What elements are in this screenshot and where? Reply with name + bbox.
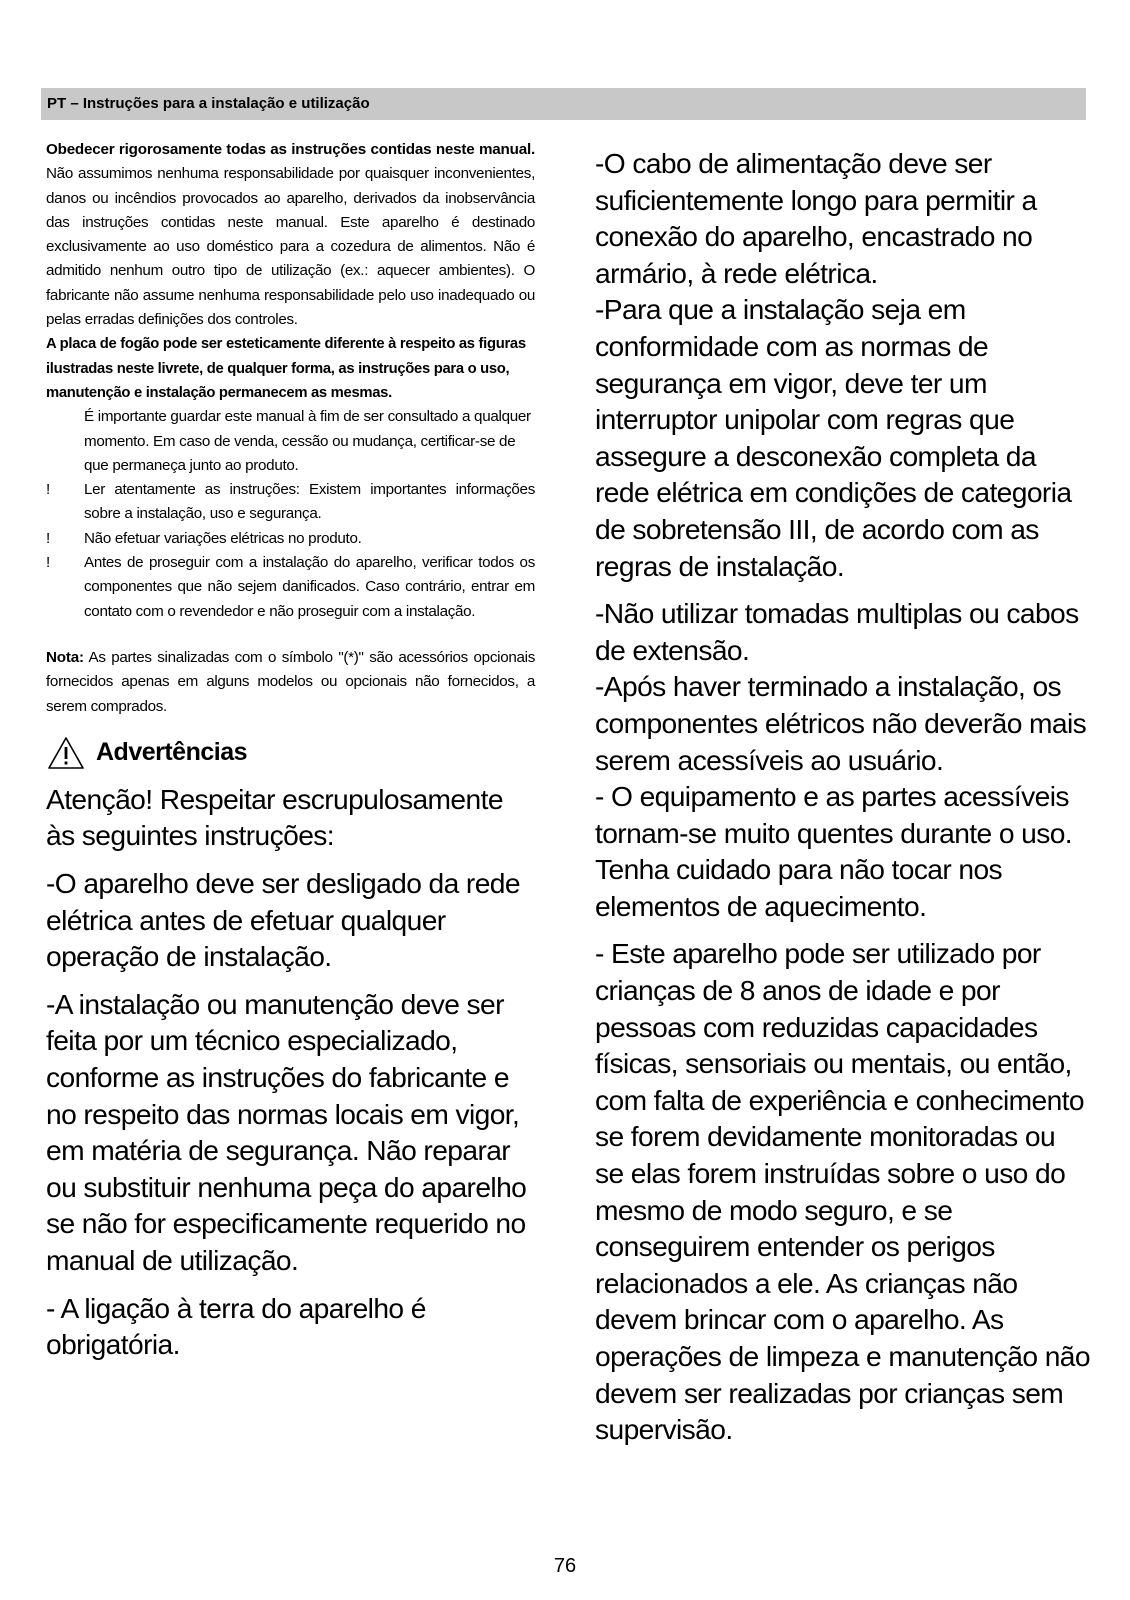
warnings-title: Advertências <box>96 738 248 767</box>
warning-intro: Atenção! Respeitar escrupulosamente às seguintes instruções: <box>46 782 503 852</box>
left-column <box>46 138 535 1363</box>
list-item <box>46 478 535 527</box>
exclamation-mark: ! <box>46 481 50 499</box>
important-notice: É importante guardar este manual à fim de ser consultado a qualquer momento. Em caso de venda, cessão ou mudança, certificar-se de que permaneça junto ao produto. <box>84 408 531 474</box>
exclamation-mark: ! <box>46 554 50 572</box>
warning-item: -Após haver terminado a instalação, os componentes elétricos não deverão mais serem acessíveis ao usuário. <box>595 670 1087 776</box>
list-item <box>46 551 535 624</box>
bullet-text: Ler atentamente as instruções: Existem importantes informações sobre a instalação, uso e segurança. <box>84 481 535 523</box>
warning-item: -Não utilizar tomadas multiplas ou cabos de extensão. <box>595 597 1079 666</box>
warning-item: -O cabo de alimentação deve ser suficientemente longo para permitir a conexão do aparelho, encastrado no armário, à rede elétrica. <box>595 147 1037 289</box>
note-label: Nota: <box>46 648 84 666</box>
bullet-text: Não efetuar variações elétricas no produto. <box>84 529 362 547</box>
warning-item: - O equipamento e as partes acessíveis tornam-se muito quentes durante o uso. Tenha cuidado para não tocar nos elementos de aquecimento. <box>595 780 1073 922</box>
warning-triangle-icon <box>46 735 86 771</box>
warning-item: -A instalação ou manutenção deve ser feita por um técnico especializado, conforme as instruções do fabricante e no respeito das normas locais em vigor, em matéria de segurança. Não reparar ou substituir nenhuma peça do aparelho se não for especificamente requerido no manual de utilização. <box>46 987 527 1276</box>
warning-item: -O aparelho deve ser desligado da rede elétrica antes de efetuar qualquer operação de instalação. <box>46 867 520 973</box>
warning-item: -Para que a instalação seja em conformidade com as normas de segurança em vigor, deve ter um interruptor unipolar com regras que assegure a desconexão completa da rede elétrica em condições de categoria de sobretensão III, de acordo com as regras de instalação. <box>595 293 1072 582</box>
intro-paragraph <box>46 138 535 332</box>
exclamation-mark: ! <box>46 529 50 547</box>
section-header <box>41 88 1086 120</box>
right-column <box>595 145 1090 1448</box>
list-item <box>46 527 535 551</box>
note-text: As partes sinalizadas com o símbolo "(*)" são acessórios opcionais fornecidos apenas em alguns modelos ou opcionais não fornecidos, a serem comprados. <box>46 648 535 715</box>
section-header-title: PT – Instruções para a instalação e utilização <box>47 95 370 112</box>
page-number: 76 <box>553 1555 577 1577</box>
intro-text: Não assumimos nenhuma responsabilidade por quaisquer inconvenientes, danos ou incêndios provocados ao aparelho, derivados da inobservância das instruções contidas neste manual. Este aparelho é destinado exclusivamente ao uso doméstico para a cozedura de alimentos. Não é admitido nenhum outro tipo de utilização (ex.: aquecer ambientes). O fabricante não assume nenhuma responsabilidade pelo uso inadequado ou pelas erradas definições dos controles. <box>46 165 535 329</box>
intro-bold-text: Obedecer rigorosamente todas as instruções contidas neste manual. <box>46 141 535 158</box>
warning-item: - Este aparelho pode ser utilizado por crianças de 8 anos de idade e por pessoas com reduzidas capacidades físicas, sensoriais ou mentais, ou então, com falta de experiência e conhecimento se forem devidamente monitoradas ou se elas forem instruídas sobre o uso do mesmo de modo seguro, e se conseguirem entender os perigos relacionados a ele. As crianças não devem brincar com o aparelho. As operações de limpeza e manutenção não devem ser realizadas por crianças sem supervisão. <box>595 937 1090 1446</box>
note-paragraph <box>46 646 535 719</box>
placa-notice: A placa de fogão pode ser esteticamente diferente à respeito as figuras ilustradas neste livrete, de qualquer forma, as instruções para o uso, manutenção e instalação permanecem as mesmas. <box>46 336 526 401</box>
bullet-text: Antes de proseguir com a instalação do aparelho, verificar todos os componentes que não sejem danificados. Caso contrário, entrar em contato com o revendedor e não proseguir com a instalação. <box>84 554 535 620</box>
warning-item: - A ligação à terra do aparelho é obrigatória. <box>46 1291 426 1361</box>
warnings-heading <box>46 733 535 773</box>
